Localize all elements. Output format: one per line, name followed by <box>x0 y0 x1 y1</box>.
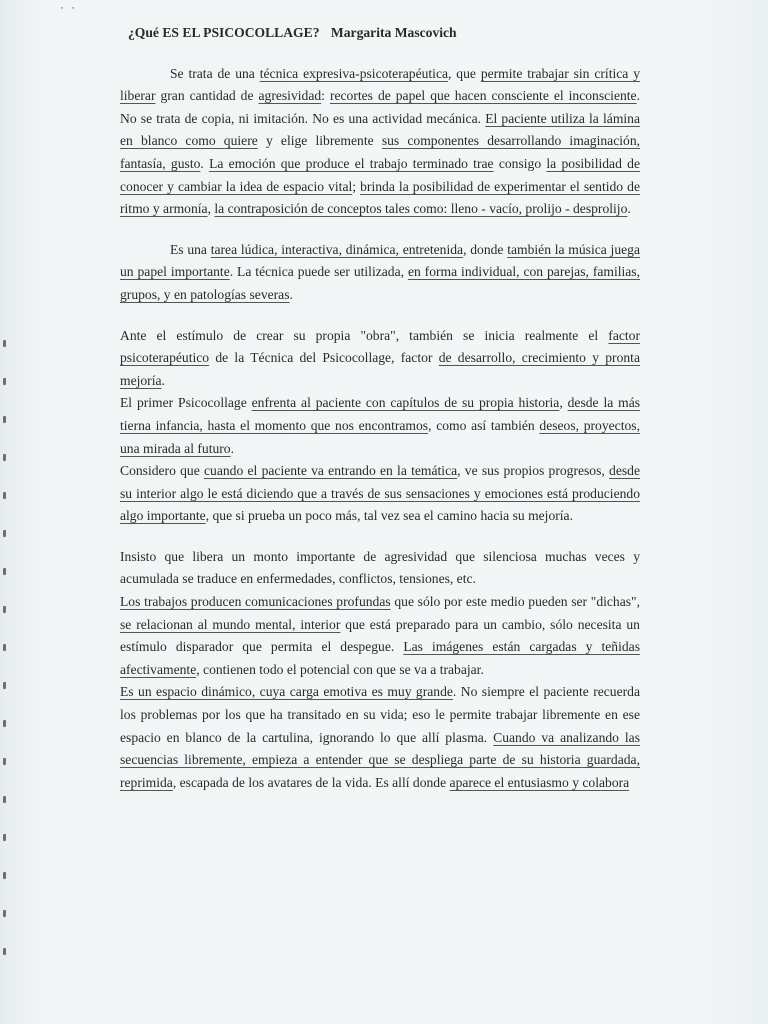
underlined-text: Es un espacio dinámico, cuya carga emotiva es muy grande <box>120 684 453 700</box>
text-segment: , contienen todo el potencial con que se va a trabajar. <box>196 661 484 677</box>
text-segment: . <box>289 286 293 302</box>
text-segment: , que <box>448 65 481 81</box>
underlined-text: agresividad <box>258 88 322 104</box>
underlined-text: de desarrollo, crecimiento y pronta mejoría <box>120 350 640 388</box>
body-paragraph <box>120 681 640 794</box>
underlined-text: desde la más tierna infancia, hasta el momento que nos encontramos <box>120 395 641 433</box>
text-segment: . <box>161 372 165 388</box>
text-segment: gran cantidad de <box>155 88 259 104</box>
text-segment: . <box>230 440 235 456</box>
text-segment: consigo <box>493 155 547 171</box>
text-segment: , que si prueba un poco más, tal vez sea el camino hacia su mejoría. <box>205 508 573 524</box>
document-heading <box>128 22 640 45</box>
text-segment: Considero que <box>120 463 205 479</box>
paragraph-list <box>120 63 640 795</box>
underlined-text: sus componentes desarrollando imaginación, fantasía, gusto <box>120 133 641 171</box>
text-segment: El primer Psicocollage <box>120 395 252 411</box>
underlined-text: factor psicoterapéutico <box>120 327 640 366</box>
text-segment: , como así también <box>428 417 540 433</box>
underlined-text: también la música juega un papel importante <box>120 241 640 280</box>
body-paragraph <box>120 591 640 681</box>
underlined-text: la contraposición de conceptos tales como: lleno - vacío, prolijo - desprolijo <box>214 201 628 217</box>
text-segment: Se trata de una <box>170 65 260 81</box>
text-segment: Ante el estímulo de crear su propia "obra", también se inicia realmente el <box>120 327 609 343</box>
text-segment: : <box>321 88 330 104</box>
text-segment: . <box>200 155 210 171</box>
underlined-text: se relacionan al mundo mental, interior <box>120 616 341 632</box>
text-segment: que sólo por este medio pueden ser "dichas", <box>390 594 640 610</box>
body-paragraph <box>120 63 640 221</box>
scan-mark: ˙ ˙ <box>60 4 77 18</box>
underlined-text: Los trabajos producen comunicaciones profundas <box>120 594 391 610</box>
text-segment: . La técnica puede ser utilizada, <box>229 264 408 280</box>
text-segment: ; <box>352 178 361 194</box>
document-author: Margarita Mascovich <box>330 25 457 40</box>
underlined-text: El paciente utiliza la lámina en blanco como quiere <box>120 110 640 149</box>
body-paragraph <box>120 325 640 393</box>
binding-holes <box>3 340 11 1000</box>
text-segment: y elige libremente <box>257 133 382 149</box>
document-title: ¿Qué ES EL PSICOCOLLAGE? <box>128 25 320 40</box>
underlined-text: tarea lúdica, interactiva, dinámica, entretenida <box>210 241 464 257</box>
underlined-text: brinda la posibilidad de experimentar el sentido de ritmo y armonía <box>120 178 640 217</box>
text-segment: . No siempre el paciente recuerda los problemas por los que ha transitado en su vida; eso le permite trabajar libremente en ese espacio en blanco de la cartulina, ignorando lo que allí plasma. <box>120 684 640 745</box>
text-segment: , <box>559 395 568 411</box>
text-segment: de la Técnica del Psicocollage, factor <box>209 350 439 366</box>
text-segment: , ve sus propios progresos, <box>457 463 610 479</box>
text-segment: , <box>207 201 215 217</box>
underlined-text: la posibilidad de conocer y cambiar la idea de espacio vital <box>120 155 640 194</box>
underlined-text: aparece el entusiasmo y colabora <box>449 774 630 790</box>
underlined-text: recortes de papel que hacen consciente el inconsciente <box>329 88 637 104</box>
underlined-text: enfrenta al paciente con capítulos de su propia historia <box>251 395 560 411</box>
underlined-text: La emoción que produce el trabajo terminado trae <box>209 155 494 171</box>
body-paragraph <box>120 392 640 460</box>
underlined-text: cuando el paciente va entrando en la temática <box>204 463 458 479</box>
underlined-text: Cuando va analizando las secuencias libremente, empieza a entender que se despliega parte de su historia guardada, reprimida <box>120 729 640 790</box>
document-body <box>120 22 640 794</box>
body-paragraph <box>120 546 640 591</box>
text-segment: que está preparado para un cambio, sólo necesita un estímulo disparador que permita el despegue. <box>120 616 640 655</box>
underlined-text: en forma individual, con parejas, familias, grupos, y en patologías severas <box>120 264 640 302</box>
text-segment: , escapada de los avatares de la vida. Es allí donde <box>172 774 450 790</box>
underlined-text: Las imágenes están cargadas y teñidas afectivamente <box>120 639 640 677</box>
text-segment: . No se trata de copia, ni imitación. No es una actividad mecánica. <box>120 88 640 126</box>
underlined-text: desde su interior algo le está diciendo que a través de sus sensaciones y emociones está produciendo algo importante <box>120 463 640 524</box>
text-segment: Insisto que libera un monto importante de agresividad que silenciosa muchas veces y acumulada se traduce en enfermedades, conflictos, tensiones, etc. <box>120 548 640 587</box>
text-segment: , donde <box>463 241 508 257</box>
underlined-text: deseos, proyectos, una mirada al futuro <box>120 417 640 456</box>
text-segment: . <box>627 201 631 217</box>
body-paragraph <box>120 239 640 307</box>
underlined-text: permite trabajar sin crítica y liberar <box>120 65 640 104</box>
text-segment: Es una <box>170 241 211 257</box>
underlined-text: técnica expresiva-psicoterapéutica <box>259 65 449 81</box>
body-paragraph <box>120 460 640 528</box>
